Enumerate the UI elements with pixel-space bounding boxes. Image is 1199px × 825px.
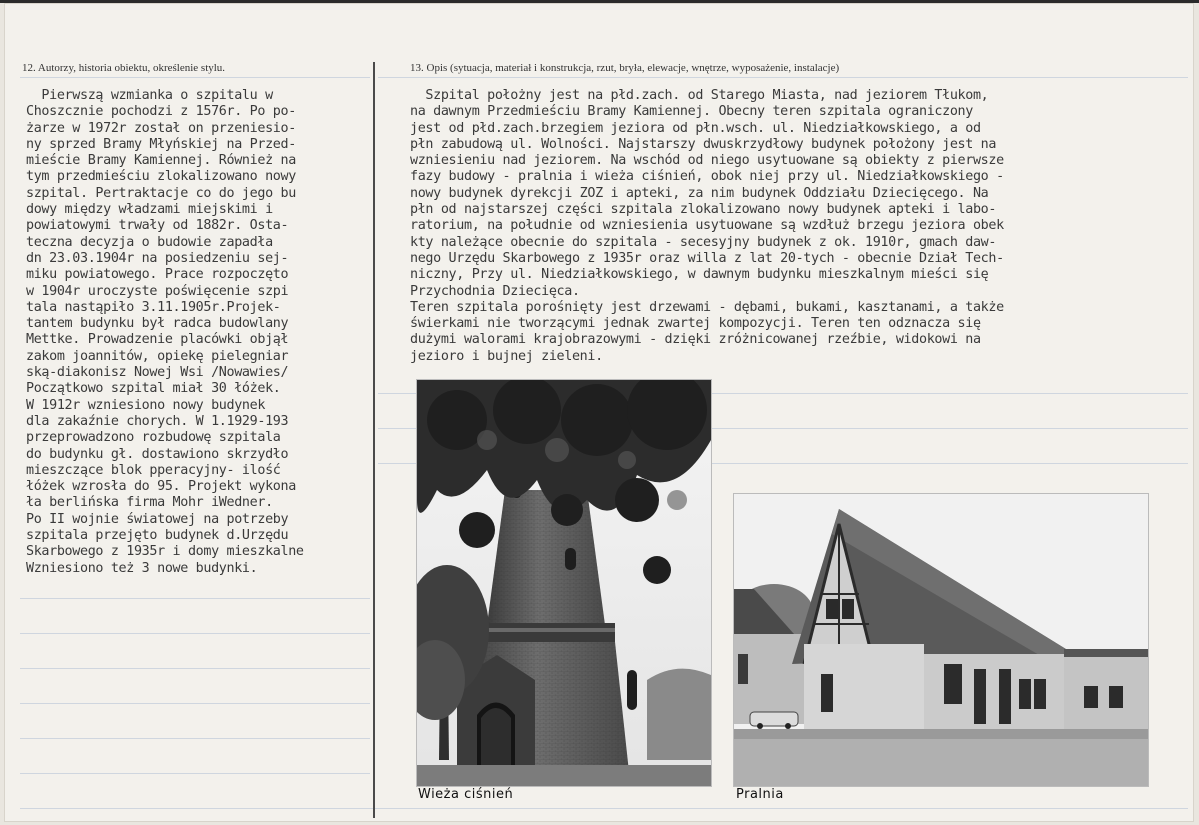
section-12-text: Pierwszą wzmianka o szpitalu w Choszcznie pochodzi z 1576r. Po po- żarze w 1972r został on przeniesio- ny sprzed Bramy Młyńskiej na Przed- mieście Bramy Kamiennej. Również na tym przedmieściu zlokalizowano nowy szpital. Pertraktacje co do jego bu dowy między władzami miejskimi i powiatowymi trwały od 1882r. Osta- teczna decyzja o budowie zapadła dn 23.03.1904r na posiedzeniu sej- miku powiatowego. Prace rozpoczęto w 1904r uroczyste poświęcenie szpi tala nastąpiło 3.11.1905r.Projek- tantem budynku był radca budowlany Mettke. Prowadzenie placówki objął zakom joannitów, opiekę pielegniar ską-diakonisz Nowej Wsi /Nowawies/ Początkowo szpital miał 30 łóżek. W 1912r wzniesiono nowy budynek dla zakaźnie chorych. W 1.1929-193 przeprowadzono rozbudowę szpitala do budynku gł. dostawiono skrzydło mieszczące blok pperacyjny- ilość łóżek wzrosła do 95. Projekt wykona ła berlińska firma Mohr iWedner. Po II wojnie światowej na potrzeby szpitala przejęto budynek d.Urzędu Skarbowego z 1935r i domy mieszkalne Wzniesiono też 3 nowe budynki. [26, 88, 304, 576]
laundry-caption: Pralnia [736, 787, 784, 802]
water-tower-caption: Wieża ciśnień [418, 787, 514, 802]
laundry-photo [733, 493, 1149, 787]
section-13-text: Szpital położny jest na płd.zach. od Starego Miasta, nad jeziorem Tłukom, na dawnym Przedmieściu Bramy Kamiennej. Obecny teren szpitala ograniczony jest od płd.zach.brzegiem jeziora od płn.wsch. ul. Niedziałkowskiego, a od płn zabudową ul. Wolności. Najstarszy dwuskrzydłowy budynek położony jest na wzniesieniu nad jeziorem. Na wschód od niego usytuowane są obiekty z pierwsze fazy budowy - pralnia i wieża ciśnień, obok niej przy ul. Niedziałkowskiego - nowy budynek dyrekcji ZOZ i apteki, za nim budynek Oddziału Dziecięcego. Na płn od najstarszej części szpitala zlokalizowano nowy budynek apteki i labo- ratorium, na południe od wzniesienia usytuowane są wzdłuż brzegu jeziora obek kty należące obecnie do szpitala - secesyjny budynek z ok. 1910r, gmach daw- nego Urzędu Skarbowego z 1935r oraz willa z lat 20-tych - obecnie Dział Tech- niczny, Przy ul. Niedziałkowskiego, w dawnym budynku mieszkalnym mieści się Przychodnia Dziecięca. Teren szpitala porośnięty jest drzewami - dębami, bukami, kasztanami, a także świerkami nie tworzącymi jednak zwartej kompozycji. Teren ten odznacza się dużymi walorami krajobrazowymi - dzięki zróżnicowanej rzeźbie, widokowi na jezioro i bujnej zieleni. [410, 88, 1004, 364]
section-12-heading: 12. Autorzy, historia obiektu, określenie stylu. [22, 62, 226, 74]
water-tower-photo [416, 379, 712, 787]
section-13-heading: 13. Opis (sytuacja, materiał i konstrukcja, rzut, bryła, elewacje, wnętrze, wyposażenie, instalacje) [410, 62, 840, 74]
